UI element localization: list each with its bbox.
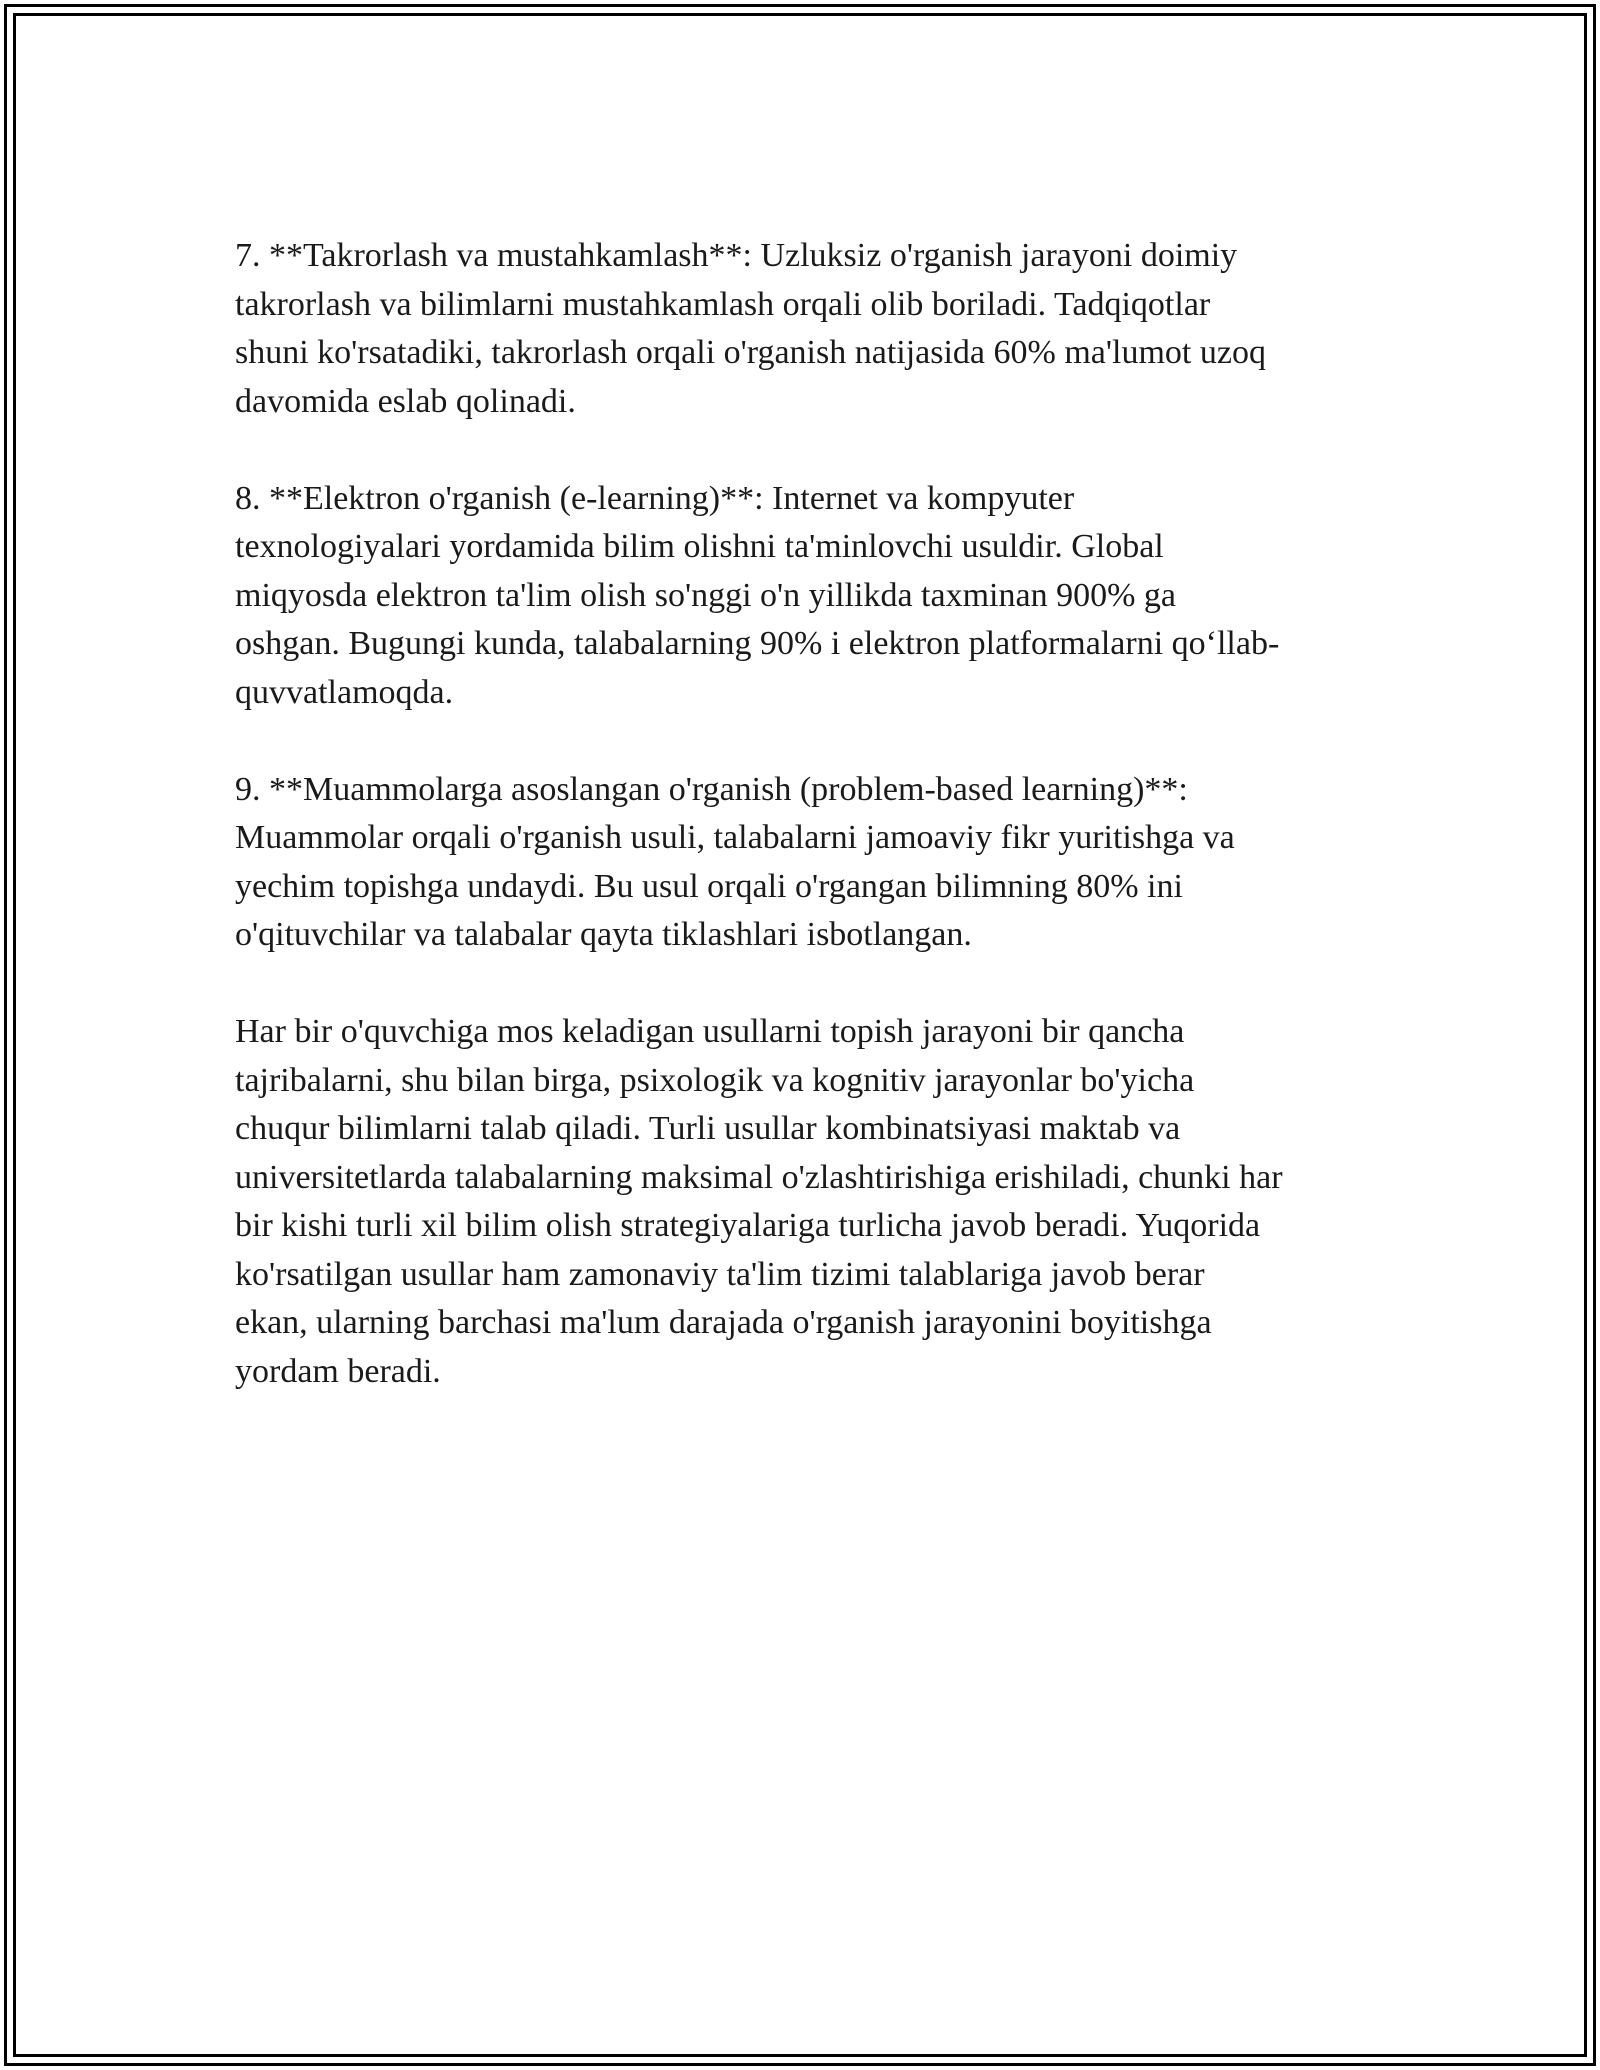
text-line: ko'rsatilgan usullar ham zamonaviy ta'lim tizimi talablariga javob berar — [235, 1255, 1205, 1293]
text-line: yordam beradi. — [235, 1352, 441, 1390]
text-line: yechim topishga undaydi. Bu usul orqali o'rgangan bilimning 80% ini — [235, 867, 1183, 905]
text-line: Muammolar orqali o'rganish usuli, talabalarni jamoaviy fikr yuritishga va — [235, 819, 1235, 856]
paragraph-item-8 — [235, 475, 1375, 718]
paragraph-item-9 — [235, 766, 1375, 960]
text-line: tajribalarni, shu bilan birga, psixologik va kognitiv jarayonlar bo'yicha — [235, 1061, 1195, 1099]
text-line: takrorlash va bilimlarni mustahkamlash orqali olib boriladi. Tadqiqotlar — [235, 285, 1211, 323]
text-line: shuni ko'rsatadiki, takrorlash orqali o'rganish natijasida 60% ma'lumot uzoq — [235, 334, 1266, 371]
text-line: davomida eslab qolinadi. — [235, 382, 576, 420]
text-line: ekan, ularning barchasi ma'lum darajada o'rganish jarayonini boyitishga — [235, 1304, 1212, 1341]
text-line: 9. **Muammolarga asoslangan o'rganish (problem-based learning)**: — [235, 770, 1188, 808]
paragraph-item-7 — [235, 232, 1375, 426]
text-line: o'qituvchilar va talabalar qayta tiklashlari isbotlangan. — [235, 916, 972, 953]
paragraph-conclusion — [235, 1008, 1375, 1396]
text-line: quvvatlamoqda. — [235, 673, 454, 711]
text-line: oshgan. Bugungi kunda, talabalarning 90% i elektron platformalarni qo‘llab- — [235, 625, 1280, 662]
text-line: universitetlarda talabalarning maksimal o'zlashtirishiga erishiladi, chunki har — [235, 1158, 1283, 1196]
text-line: miqyosda elektron ta'lim olish so'nggi o'n yillikda taxminan 900% ga — [235, 576, 1176, 614]
text-line: 8. **Elektron o'rganish (e-learning)**: Internet va kompyuter — [235, 479, 1075, 517]
text-line: Har bir o'quvchiga mos keladigan usullarni topish jarayoni bir qancha — [235, 1013, 1185, 1050]
document-body — [235, 232, 1375, 1396]
text-line: bir kishi turli xil bilim olish strategiyalariga turlicha javob beradi. Yuqorida — [235, 1207, 1261, 1244]
text-line: 7. **Takrorlash va mustahkamlash**: Uzluksiz o'rganish jarayoni doimiy — [235, 237, 1238, 274]
text-line: chuqur bilimlarni talab qiladi. Turli usullar kombinatsiyasi maktab va — [235, 1110, 1181, 1147]
text-line: texnologiyalari yordamida bilim olishni ta'minlovchi usuldir. Global — [235, 528, 1164, 565]
